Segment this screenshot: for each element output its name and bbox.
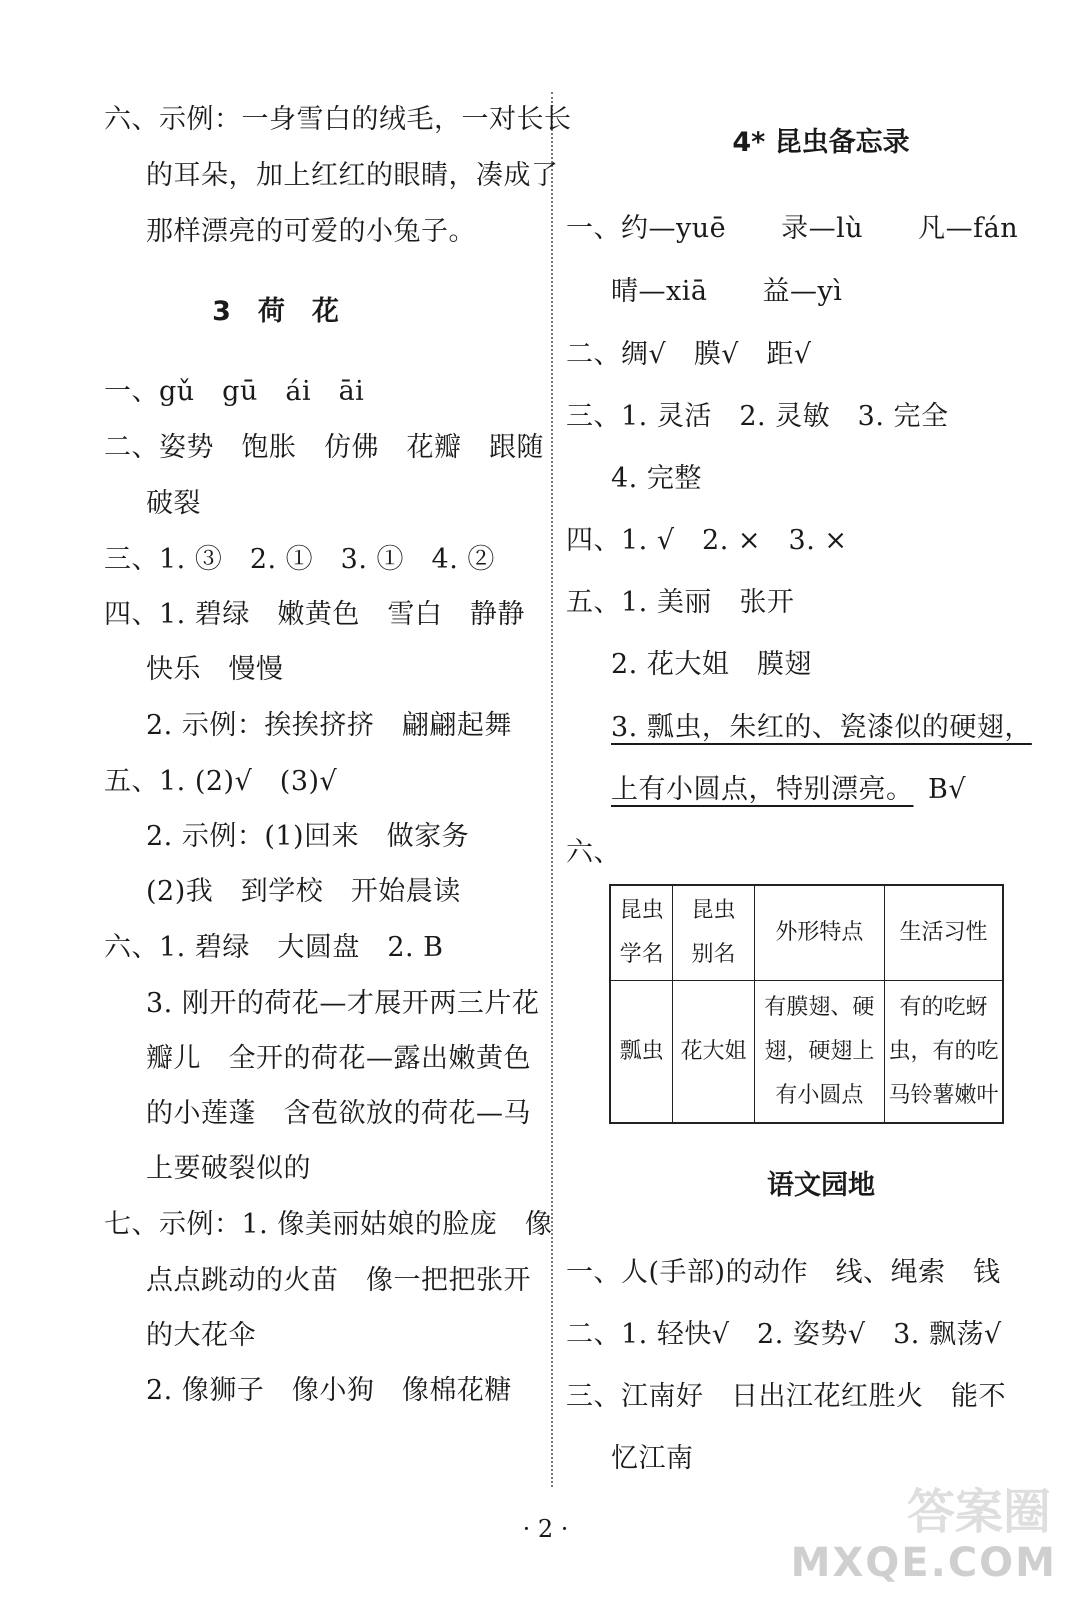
l3-q7-line2: 点点跳动的火苗 像一把把张开 bbox=[146, 1265, 531, 1296]
l4-q1-line1: 一、约—yuē 录—lù 凡—fán bbox=[566, 213, 1019, 244]
l4-q3-line2: 4. 完整 bbox=[611, 463, 702, 494]
garden-q1: 一、人(手部)的动作 线、绳索 钱 bbox=[566, 1257, 1001, 1288]
garden-title: 语文园地 bbox=[767, 1170, 875, 1201]
lesson4-title: 4* 昆虫备忘录 bbox=[732, 127, 910, 158]
table-cell: 瓢虫 bbox=[610, 981, 673, 1123]
table-header-cell: 昆虫 学名 bbox=[610, 885, 673, 981]
l3-q5-line1: 五、1. (2)√ (3)√ bbox=[104, 766, 338, 797]
table-cell: 有的吃蚜 虫，有的吃 马铃薯嫩叶 bbox=[885, 981, 1003, 1123]
prev-q6-line3: 那样漂亮的可爱的小兔子。 bbox=[146, 216, 476, 247]
l3-q4-line1: 四、1. 碧绿 嫩黄色 雪白 静静 bbox=[104, 599, 525, 630]
l3-q6-line4: 的小莲蓬 含苞欲放的荷花—马 bbox=[146, 1098, 531, 1129]
table-row bbox=[610, 981, 1003, 1123]
garden-q2: 二、1. 轻快√ 2. 姿势√ 3. 飘荡√ bbox=[566, 1319, 1002, 1350]
l4-q2: 二、绸√ 膜√ 距√ bbox=[566, 339, 812, 370]
prev-q6-line2: 的耳朵，加上红红的眼睛，凑成了 bbox=[146, 160, 559, 191]
table-cell: 有膜翅、硬 翅，硬翅上 有小圆点 bbox=[754, 981, 884, 1123]
l3-q6-line5: 上要破裂似的 bbox=[146, 1153, 311, 1184]
page-number: · 2 · bbox=[522, 1515, 569, 1543]
l3-q4-line3: 2. 示例：挨挨挤挤 翩翩起舞 bbox=[146, 710, 512, 741]
table-header-cell: 生活习性 bbox=[885, 885, 1003, 981]
l3-q4-line2: 快乐 慢慢 bbox=[146, 654, 284, 685]
l4-q5-line3: 3. 瓢虫，朱红的、瓷漆似的硬翅， bbox=[611, 712, 1032, 743]
l3-q6-line3: 瓣儿 全开的荷花—露出嫩黄色 bbox=[146, 1043, 531, 1074]
lesson3-title: 3 荷 花 bbox=[212, 296, 339, 327]
l3-q3: 三、1. ③ 2. ① 3. ① 4. ② bbox=[104, 544, 495, 575]
l4-q3-line1: 三、1. 灵活 2. 灵敏 3. 完全 bbox=[566, 401, 949, 432]
table-header-cell: 外形特点 bbox=[754, 885, 884, 981]
l4-q5-line1: 五、1. 美丽 张开 bbox=[566, 587, 795, 618]
l4-q5-line2: 2. 花大姐 膜翅 bbox=[611, 649, 812, 680]
table-header-row bbox=[610, 885, 1003, 981]
table-header-cell: 昆虫 别名 bbox=[673, 885, 755, 981]
l3-q7-line4: 2. 像狮子 像小狗 像棉花糖 bbox=[146, 1375, 512, 1406]
l3-q5-line2: 2. 示例：(1)回来 做家务 bbox=[146, 821, 470, 852]
l3-q6-line2: 3. 刚开的荷花—才展开两三片花 bbox=[146, 988, 540, 1019]
watermark-logo: 答案圈 bbox=[906, 1484, 1051, 1540]
l4-q1-line2: 晴—xiā 益—yì bbox=[611, 276, 843, 307]
l3-q7-line1: 七、示例：1. 像美丽姑娘的脸庞 像 bbox=[104, 1209, 553, 1240]
watermark-url: MXQE.COM bbox=[790, 1540, 1057, 1586]
l3-q5-line3: (2)我 到学校 开始晨读 bbox=[146, 876, 461, 907]
l4-q4: 四、1. √ 2. × 3. × bbox=[566, 525, 848, 556]
table-cell: 花大姐 bbox=[673, 981, 755, 1123]
insect-table bbox=[609, 884, 1004, 1124]
l3-q7-line3: 的大花伞 bbox=[146, 1320, 256, 1351]
garden-q3-line2: 忆江南 bbox=[611, 1443, 694, 1474]
l4-q6-label: 六、 bbox=[566, 837, 621, 868]
column-divider bbox=[551, 92, 553, 1487]
l4-q5-line4: 上有小圆点，特别漂亮。 bbox=[611, 774, 914, 805]
l3-q6-line1: 六、1. 碧绿 大圆盘 2. B bbox=[104, 932, 444, 963]
prev-q6-line1: 六、示例：一身雪白的绒毛，一对长长 bbox=[104, 104, 572, 135]
l3-q1: 一、gǔ gū ái āi bbox=[104, 376, 365, 407]
garden-q3-line1: 三、江南好 日出江花红胜火 能不 bbox=[566, 1381, 1006, 1412]
l3-q2-line2: 破裂 bbox=[146, 488, 201, 519]
l4-q5-choice: B√ bbox=[928, 774, 967, 805]
l3-q2-line1: 二、姿势 饱胀 仿佛 花瓣 跟随 bbox=[104, 432, 544, 463]
